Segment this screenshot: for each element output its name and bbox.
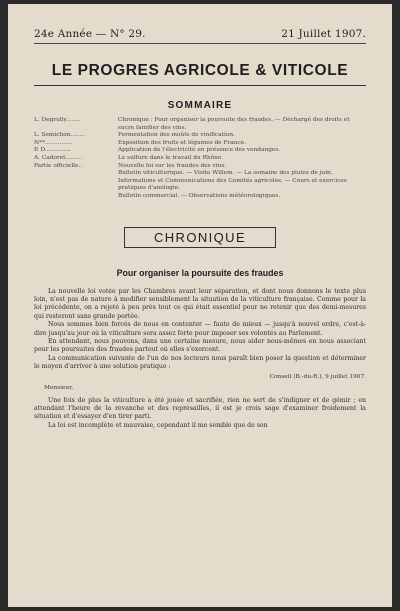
article-paragraph: La nouvelle loi votée par les Chambres avant leur séparation, et dont nous donnons le texte plus loin, n'est pas de nature à modifier sensiblement la situation de la viticulture française. Comme pour la loi précédente, on a rejeté à peu près tout ce qui était essentiel pour ne retenir que des demi-mesures qui resteront sans grande portée. xyxy=(34,287,366,320)
article-paragraph: La communication suivante de l'un de nos lecteurs nous paraît bien poser la question et déterminer le moyen d'arriver à une solution pratique : xyxy=(34,354,366,371)
toc-item xyxy=(34,147,366,155)
toc-extra: Bulletin viticulturique. — Visite Willem. — La semaine des pluies de juin. xyxy=(118,170,333,177)
letter-salutation: Monsieur, xyxy=(44,384,74,391)
toc-extra: Informations et Communications des Comités agricoles. — Cours et exercices pratiques d'anologie. xyxy=(118,177,347,192)
toc-item xyxy=(34,163,366,171)
toc-title: Exposition des fruits et légumes de France. xyxy=(118,139,246,146)
journal-page xyxy=(8,4,392,607)
letter-paragraph: Une fois de plus la viticulture a été jouée et sacrifiée, rien ne sert de s'indigner et de gémir ; en attendant l'heure de la revanche et des représailles, il est je crois sage d'examiner froidement la situation et d'essayer d'en tirer parti. xyxy=(34,396,366,421)
article-paragraph: Nous sommes bien forcés de nous en contenter — faute de mieux — jusqu'à nouvel ordre, c'est-à-dire jusqu'au jour où la viticulture sera assez forte pour imposer ses volontés au Parlement. xyxy=(34,321,366,337)
article-paragraph: En attendant, nous pouvons, dans une certaine mesure, nous aider nous-mêmes en nous associant pour les poursuites des fraudes partout où elles s'exercent. xyxy=(34,337,366,354)
toc-title: Fermentation des moûts de vinification. xyxy=(118,132,235,139)
toc-item xyxy=(34,155,366,163)
toc-author: L. Degrully........ xyxy=(34,117,81,123)
journal-title: LE PROGRES AGRICOLE & VITICOLE xyxy=(51,62,349,79)
toc-author: L. Semichon........ xyxy=(34,132,86,139)
article-title: Pour organiser la poursuite des fraudes xyxy=(116,267,284,278)
toc-title: Nouvelle loi sur les fraudes des vins. xyxy=(118,162,227,169)
toc-author: N**............... xyxy=(34,139,73,146)
header-rule xyxy=(34,43,366,44)
issue-date: 21 Juillet 1907. xyxy=(281,28,366,40)
toc-author: P. D.............. xyxy=(34,147,71,154)
letter-body xyxy=(34,397,366,431)
toc-author: A. Cadoret......... xyxy=(34,154,83,161)
toc-title: Application de l'électricité en présence des vendanges. xyxy=(118,147,281,154)
letter-dateline: Conseil (B.-du-R.), 9 juillet 1907. xyxy=(269,373,366,380)
letter-paragraph: La loi est incomplète et mauvaise, cependant il me semble que de son xyxy=(48,421,268,429)
toc-title: Le sulfure dans le travail du Rhône. xyxy=(118,154,224,161)
sommaire-heading: SOMMAIRE xyxy=(167,100,233,111)
issue-header xyxy=(34,28,366,40)
issue-number: 24e Année — N° 29. xyxy=(34,28,146,40)
article-body xyxy=(34,288,366,372)
toc-extra: Bulletin commercial. — Observations météorologiques. xyxy=(118,192,281,199)
chronique-heading: CHRONIQUE xyxy=(124,227,276,248)
title-rule xyxy=(34,85,366,86)
toc-author: Partie officielle.. xyxy=(34,162,83,169)
toc-title: Chronique : Pour organiser la poursuite des fraudes. — Déchargé des droits et sucre familier des vins. xyxy=(118,117,350,131)
table-of-contents xyxy=(34,117,366,201)
toc-item xyxy=(34,117,366,132)
toc-item xyxy=(34,132,366,140)
